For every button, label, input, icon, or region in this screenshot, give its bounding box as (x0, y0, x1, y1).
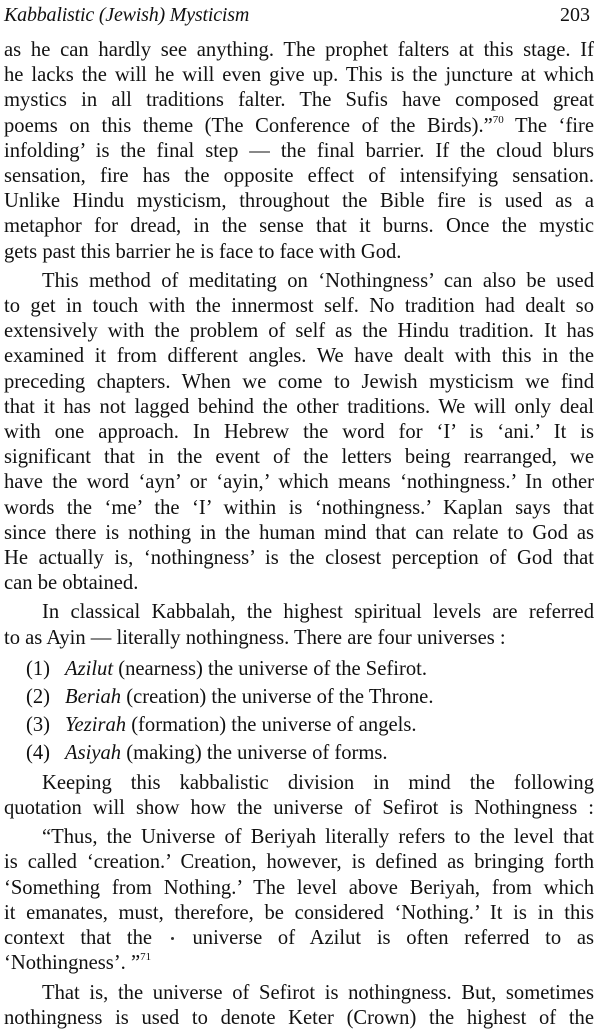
paragraph-nothingness-self (4, 269, 594, 597)
text-line: In classical Kabbalah, the highest spiritual levels are referred (42, 601, 594, 624)
paragraph-kabbalistic-division (4, 771, 594, 821)
text-line: sensation, fire has the opposite effect of intensifying sensation. (4, 165, 594, 188)
list-item (4, 683, 594, 711)
list-term: Yezirah (65, 713, 127, 736)
text-line: examined it from different angles. We have dealt with this in the (4, 345, 594, 368)
list-description: (formation) the universe of angels. (126, 713, 417, 736)
text-line: quotation will show how the universe of Sefirot is Nothingness : (4, 797, 594, 820)
text-line: have the word ‘ayn’ or ‘ayin,’ which means ‘nothingness.’ In other (4, 471, 594, 494)
text-line: since there is nothing in the human mind that can relate to God as (4, 521, 594, 544)
text-line: “Thus, the Universe of Beriyah literally refers to the level that (42, 826, 594, 849)
text-line: words the ‘me’ the ‘I’ within is ‘nothingness.’ Kaplan says that (4, 496, 594, 519)
list-item (4, 655, 594, 683)
footnote-ref-71: 71 (140, 951, 152, 964)
text-line: That is, the universe of Sefirot is nothingness. But, sometimes (42, 981, 594, 1004)
page-body (4, 38, 594, 1031)
text-line: Unlike Hindu mysticism, throughout the Bible fire is used as a (4, 190, 594, 213)
text-line: that it has not lagged behind the other traditions. We will only deal (4, 395, 594, 418)
text-segment: The ‘fire (503, 114, 594, 137)
footnote-ref-70: 70 (492, 113, 504, 126)
text-line: he lacks the will he will even give up. This is the juncture at which (4, 64, 594, 87)
text-segment: ‘Nothingness’. ” (4, 952, 141, 975)
paragraph-ayin (4, 600, 594, 650)
list-number: (4) (26, 741, 51, 764)
text-line: metaphor for dread, in the sense that it burns. Once the mystic (4, 215, 594, 238)
list-number: (1) (26, 657, 51, 680)
list-number: (2) (26, 685, 51, 708)
list-term: Beriah (65, 685, 122, 708)
paragraph-sefirot-keter (4, 981, 594, 1031)
text-line: infolding’ is the final step — the final barrier. If the cloud blurs (4, 139, 594, 162)
text-line: it emanates, must, therefore, be considered ‘Nothing.’ It is in this (4, 901, 594, 924)
text-line: ‘Something from Nothing.’ The level above Beriyah, from which (4, 876, 594, 899)
list-item (4, 739, 594, 767)
page-number: 203 (560, 4, 590, 26)
text-line (4, 951, 594, 976)
print-speck (171, 937, 174, 940)
text-line: Keeping this kabbalistic division in mind the following (42, 771, 594, 794)
text-line: nothingness is used to denote Keter (Crown) the highest of the (4, 1006, 594, 1029)
text-line: to get in touch with the innermost self. No tradition had dealt so (4, 295, 594, 318)
text-line: This method of meditating on ‘Nothingness’ can also be used (42, 269, 594, 292)
block-quotation (4, 825, 594, 976)
text-line: He actually is, ‘nothingness’ is the closest perception of God that (4, 547, 594, 570)
text-segment: poems on this theme (The Conference of the Birds).” (4, 114, 493, 137)
list-term: Asiyah (65, 741, 122, 764)
universes-list (4, 655, 594, 767)
text-line: to as Ayin — literally nothingness. There are four universes : (4, 626, 506, 649)
text-line (4, 114, 594, 139)
text-line: extensively with the problem of self as the Hindu tradition. It has (4, 320, 594, 343)
text-line: with one approach. In Hebrew the word for ‘I’ is ‘ani.’ It is (4, 421, 594, 444)
text-line: can be obtained. (4, 572, 139, 595)
text-line: gets past this barrier he is face to face with God. (4, 240, 402, 263)
running-title: Kabbalistic (Jewish) Mysticism (4, 4, 250, 26)
list-number: (3) (26, 713, 51, 736)
paragraph-fire-barrier (4, 38, 594, 265)
text-segment: context that the (4, 927, 153, 950)
list-description: (nearness) the universe of the Sefirot. (113, 657, 428, 680)
text-segment: universe of Azilut is often referred to as (192, 927, 594, 950)
text-line: as he can hardly see anything. The prophet falters at this stage. If (4, 39, 594, 61)
list-item (4, 711, 594, 739)
list-term: Azilut (65, 657, 114, 680)
text-line: preceding chapters. When we come to Jewish mysticism we find (4, 370, 594, 393)
text-line: is called ‘creation.’ Creation, however, is defined as bringing forth (4, 851, 594, 874)
running-header (4, 2, 590, 28)
list-description: (making) the universe of forms. (121, 741, 388, 764)
text-line: mystics in all traditions falter. The Sufis have composed great (4, 89, 594, 112)
list-description: (creation) the universe of the Throne. (121, 685, 434, 708)
text-line (4, 926, 594, 951)
text-line: significant that in the event of the letters being rearranged, we (4, 446, 594, 469)
